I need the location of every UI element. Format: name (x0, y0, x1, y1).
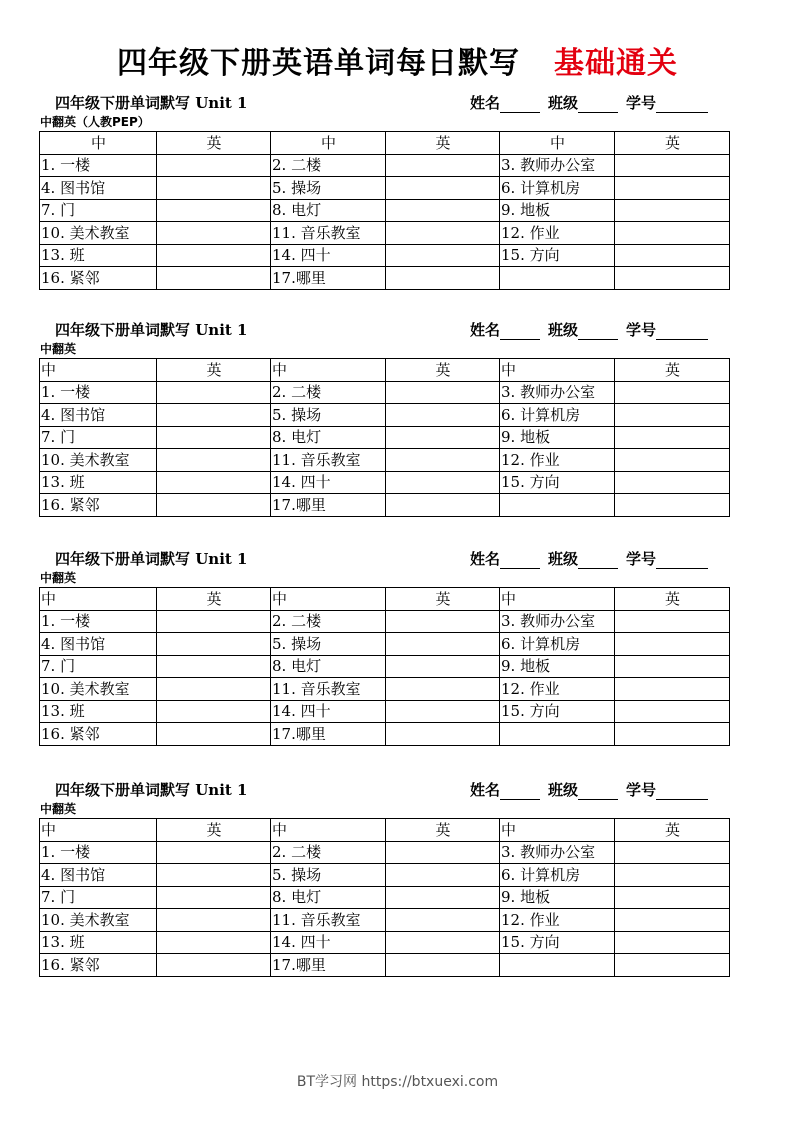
english-answer-cell[interactable] (157, 404, 271, 427)
header-en: 英 (157, 588, 271, 611)
chinese-word-cell: 9. 地板 (500, 426, 615, 449)
student-info (470, 779, 708, 800)
header-zh: 中 (271, 132, 386, 155)
english-answer-cell[interactable] (386, 678, 500, 701)
chinese-word-cell: 10. 美术教室 (40, 449, 157, 472)
word-table (39, 818, 730, 977)
english-answer-cell[interactable] (386, 700, 500, 723)
english-answer-cell[interactable] (615, 154, 730, 177)
header-zh: 中 (500, 132, 615, 155)
name-label: 姓名 (470, 781, 501, 799)
english-answer-cell[interactable] (386, 244, 500, 267)
page-title-main: 四年级下册英语单词每日默写 (117, 46, 520, 81)
chinese-word-cell: 14. 四十 (271, 471, 386, 494)
table-row (40, 154, 730, 177)
english-answer-cell[interactable] (157, 222, 271, 245)
english-answer-cell[interactable] (386, 655, 500, 678)
chinese-word-cell: 15. 方向 (500, 471, 615, 494)
english-answer-cell[interactable] (157, 864, 271, 887)
chinese-word-cell: 7. 门 (40, 886, 157, 909)
chinese-word-cell: 8. 电灯 (271, 886, 386, 909)
number-blank[interactable] (656, 552, 708, 569)
chinese-word-cell (500, 494, 615, 517)
chinese-word-cell: 8. 电灯 (271, 199, 386, 222)
english-answer-cell[interactable] (386, 931, 500, 954)
chinese-word-cell: 8. 电灯 (271, 426, 386, 449)
chinese-word-cell: 3. 教师办公室 (500, 610, 615, 633)
english-answer-cell[interactable] (157, 886, 271, 909)
header-zh: 中 (40, 132, 157, 155)
english-answer-cell[interactable] (615, 655, 730, 678)
english-answer-cell[interactable] (615, 199, 730, 222)
table-row (40, 177, 730, 200)
english-answer-cell[interactable] (386, 864, 500, 887)
header-en: 英 (157, 132, 271, 155)
english-answer-cell[interactable] (157, 426, 271, 449)
header-zh: 中 (40, 588, 157, 611)
english-answer-cell[interactable] (615, 909, 730, 932)
number-label: 学号 (626, 550, 657, 568)
table-row (40, 381, 730, 404)
dictation-block (39, 92, 729, 290)
english-answer-cell[interactable] (157, 267, 271, 290)
english-answer-cell[interactable] (386, 610, 500, 633)
chinese-word-cell: 7. 门 (40, 199, 157, 222)
english-answer-cell[interactable] (386, 426, 500, 449)
chinese-word-cell: 9. 地板 (500, 199, 615, 222)
table-row (40, 494, 730, 517)
name-blank[interactable] (500, 323, 540, 340)
header-zh: 中 (500, 359, 615, 382)
chinese-word-cell: 13. 班 (40, 471, 157, 494)
header-en: 英 (615, 132, 730, 155)
english-answer-cell[interactable] (386, 841, 500, 864)
chinese-word-cell: 4. 图书馆 (40, 404, 157, 427)
english-answer-cell[interactable] (386, 633, 500, 656)
table-row (40, 449, 730, 472)
chinese-word-cell: 15. 方向 (500, 244, 615, 267)
chinese-word-cell: 7. 门 (40, 655, 157, 678)
chinese-word-cell: 1. 一楼 (40, 381, 157, 404)
english-answer-cell[interactable] (615, 954, 730, 977)
english-answer-cell[interactable] (615, 633, 730, 656)
dictation-block (39, 548, 729, 746)
table-row (40, 222, 730, 245)
english-answer-cell[interactable] (386, 954, 500, 977)
block-title: 四年级下册单词默写 Unit 1 (55, 550, 248, 568)
table-row (40, 610, 730, 633)
name-blank[interactable] (500, 783, 540, 800)
footer-watermark: BT学习网 https://btxuexi.com (296, 1074, 499, 1090)
name-label: 姓名 (470, 550, 501, 568)
table-row (40, 841, 730, 864)
header-en: 英 (615, 359, 730, 382)
english-answer-cell[interactable] (615, 494, 730, 517)
table-row (40, 886, 730, 909)
chinese-word-cell: 11. 音乐教室 (271, 909, 386, 932)
block-subtitle: 中翻英 (40, 342, 77, 356)
chinese-word-cell: 14. 四十 (271, 700, 386, 723)
english-answer-cell[interactable] (615, 267, 730, 290)
header-en: 英 (157, 819, 271, 842)
header-en: 英 (157, 359, 271, 382)
english-answer-cell[interactable] (157, 381, 271, 404)
chinese-word-cell: 13. 班 (40, 244, 157, 267)
block-subtitle: 中翻英（人教PEP） (40, 115, 150, 129)
header-zh: 中 (40, 359, 157, 382)
table-row (40, 199, 730, 222)
chinese-word-cell: 5. 操场 (271, 404, 386, 427)
table-row (40, 864, 730, 887)
header-en: 英 (615, 819, 730, 842)
chinese-word-cell: 8. 电灯 (271, 655, 386, 678)
table-header-row (40, 359, 730, 382)
chinese-word-cell: 5. 操场 (271, 633, 386, 656)
header-en: 英 (386, 588, 500, 611)
english-answer-cell[interactable] (386, 909, 500, 932)
chinese-word-cell: 6. 计算机房 (500, 633, 615, 656)
chinese-word-cell: 17.哪里 (271, 723, 386, 746)
class-blank[interactable] (578, 323, 618, 340)
block-header (39, 548, 729, 570)
english-answer-cell[interactable] (386, 886, 500, 909)
chinese-word-cell: 3. 教师办公室 (500, 154, 615, 177)
table-header-row (40, 588, 730, 611)
number-label: 学号 (626, 321, 657, 339)
english-answer-cell[interactable] (615, 471, 730, 494)
table-row (40, 404, 730, 427)
english-answer-cell[interactable] (157, 700, 271, 723)
block-header (39, 92, 729, 114)
english-answer-cell[interactable] (615, 886, 730, 909)
chinese-word-cell: 3. 教师办公室 (500, 841, 615, 864)
number-blank[interactable] (656, 96, 708, 113)
chinese-word-cell: 10. 美术教室 (40, 222, 157, 245)
class-label: 班级 (548, 94, 579, 112)
english-answer-cell[interactable] (157, 610, 271, 633)
number-blank[interactable] (656, 323, 708, 340)
table-header-row (40, 819, 730, 842)
english-answer-cell[interactable] (615, 700, 730, 723)
page-title-accent: 基础通关 (554, 46, 678, 81)
chinese-word-cell: 10. 美术教室 (40, 909, 157, 932)
english-answer-cell[interactable] (157, 471, 271, 494)
english-answer-cell[interactable] (157, 931, 271, 954)
chinese-word-cell: 9. 地板 (500, 886, 615, 909)
english-answer-cell[interactable] (386, 404, 500, 427)
block-header (39, 779, 729, 801)
header-zh: 中 (500, 588, 615, 611)
header-zh: 中 (40, 819, 157, 842)
name-label: 姓名 (470, 94, 501, 112)
english-answer-cell[interactable] (157, 199, 271, 222)
chinese-word-cell: 16. 紧邻 (40, 267, 157, 290)
chinese-word-cell: 13. 班 (40, 700, 157, 723)
table-row (40, 267, 730, 290)
class-label: 班级 (548, 550, 579, 568)
chinese-word-cell: 10. 美术教室 (40, 678, 157, 701)
header-en: 英 (615, 588, 730, 611)
chinese-word-cell: 4. 图书馆 (40, 864, 157, 887)
number-label: 学号 (626, 781, 657, 799)
chinese-word-cell: 6. 计算机房 (500, 864, 615, 887)
english-answer-cell[interactable] (157, 633, 271, 656)
chinese-word-cell: 3. 教师办公室 (500, 381, 615, 404)
header-zh: 中 (271, 359, 386, 382)
header-en: 英 (386, 132, 500, 155)
chinese-word-cell: 2. 二楼 (271, 154, 386, 177)
class-blank[interactable] (578, 96, 618, 113)
table-row (40, 723, 730, 746)
chinese-word-cell: 2. 二楼 (271, 381, 386, 404)
english-answer-cell[interactable] (386, 471, 500, 494)
english-answer-cell[interactable] (157, 494, 271, 517)
block-header (39, 319, 729, 341)
table-row (40, 426, 730, 449)
chinese-word-cell: 12. 作业 (500, 222, 615, 245)
english-answer-cell[interactable] (157, 723, 271, 746)
english-answer-cell[interactable] (157, 154, 271, 177)
chinese-word-cell: 1. 一楼 (40, 610, 157, 633)
chinese-word-cell: 4. 图书馆 (40, 177, 157, 200)
english-answer-cell[interactable] (615, 222, 730, 245)
english-answer-cell[interactable] (615, 244, 730, 267)
word-table (39, 131, 730, 290)
chinese-word-cell: 2. 二楼 (271, 841, 386, 864)
class-blank[interactable] (578, 783, 618, 800)
name-blank[interactable] (500, 96, 540, 113)
english-answer-cell[interactable] (386, 177, 500, 200)
table-row (40, 700, 730, 723)
english-answer-cell[interactable] (386, 222, 500, 245)
dictation-block (39, 779, 729, 977)
chinese-word-cell: 14. 四十 (271, 244, 386, 267)
english-answer-cell[interactable] (157, 678, 271, 701)
name-label: 姓名 (470, 321, 501, 339)
english-answer-cell[interactable] (157, 841, 271, 864)
word-table (39, 587, 730, 746)
chinese-word-cell: 17.哪里 (271, 494, 386, 517)
table-row (40, 909, 730, 932)
chinese-word-cell: 15. 方向 (500, 700, 615, 723)
block-subtitle: 中翻英 (40, 802, 77, 816)
english-answer-cell[interactable] (386, 381, 500, 404)
chinese-word-cell: 9. 地板 (500, 655, 615, 678)
english-answer-cell[interactable] (386, 267, 500, 290)
english-answer-cell[interactable] (615, 723, 730, 746)
english-answer-cell[interactable] (615, 931, 730, 954)
number-blank[interactable] (656, 783, 708, 800)
table-row (40, 471, 730, 494)
chinese-word-cell: 5. 操场 (271, 177, 386, 200)
english-answer-cell[interactable] (157, 655, 271, 678)
english-answer-cell[interactable] (615, 864, 730, 887)
english-answer-cell[interactable] (615, 610, 730, 633)
block-title: 四年级下册单词默写 Unit 1 (55, 781, 248, 799)
english-answer-cell[interactable] (615, 426, 730, 449)
header-en: 英 (386, 359, 500, 382)
dictation-block (39, 319, 729, 517)
header-zh: 中 (271, 819, 386, 842)
chinese-word-cell (500, 723, 615, 746)
class-label: 班级 (548, 321, 579, 339)
class-blank[interactable] (578, 552, 618, 569)
chinese-word-cell: 11. 音乐教室 (271, 678, 386, 701)
english-answer-cell[interactable] (157, 177, 271, 200)
table-row (40, 244, 730, 267)
block-title: 四年级下册单词默写 Unit 1 (55, 321, 248, 339)
class-label: 班级 (548, 781, 579, 799)
english-answer-cell[interactable] (615, 841, 730, 864)
chinese-word-cell: 16. 紧邻 (40, 494, 157, 517)
chinese-word-cell: 11. 音乐教室 (271, 222, 386, 245)
chinese-word-cell: 17.哪里 (271, 954, 386, 977)
english-answer-cell[interactable] (386, 154, 500, 177)
name-blank[interactable] (500, 552, 540, 569)
english-answer-cell[interactable] (157, 449, 271, 472)
english-answer-cell[interactable] (386, 199, 500, 222)
english-answer-cell[interactable] (615, 381, 730, 404)
header-zh: 中 (500, 819, 615, 842)
student-info (470, 319, 708, 340)
english-answer-cell[interactable] (386, 449, 500, 472)
chinese-word-cell: 11. 音乐教室 (271, 449, 386, 472)
word-table (39, 358, 730, 517)
english-answer-cell[interactable] (386, 723, 500, 746)
chinese-word-cell: 13. 班 (40, 931, 157, 954)
english-answer-cell[interactable] (615, 678, 730, 701)
english-answer-cell[interactable] (615, 449, 730, 472)
table-row (40, 633, 730, 656)
chinese-word-cell: 7. 门 (40, 426, 157, 449)
english-answer-cell[interactable] (157, 954, 271, 977)
chinese-word-cell: 12. 作业 (500, 678, 615, 701)
chinese-word-cell: 16. 紧邻 (40, 723, 157, 746)
chinese-word-cell: 14. 四十 (271, 931, 386, 954)
block-subtitle: 中翻英 (40, 571, 77, 585)
chinese-word-cell: 4. 图书馆 (40, 633, 157, 656)
table-row (40, 954, 730, 977)
table-row (40, 931, 730, 954)
chinese-word-cell: 1. 一楼 (40, 841, 157, 864)
block-title: 四年级下册单词默写 Unit 1 (55, 94, 248, 112)
chinese-word-cell: 12. 作业 (500, 449, 615, 472)
table-header-row (40, 132, 730, 155)
chinese-word-cell: 5. 操场 (271, 864, 386, 887)
chinese-word-cell: 6. 计算机房 (500, 404, 615, 427)
header-zh: 中 (271, 588, 386, 611)
english-answer-cell[interactable] (157, 244, 271, 267)
number-label: 学号 (626, 94, 657, 112)
page-title (0, 38, 795, 82)
table-row (40, 655, 730, 678)
chinese-word-cell: 17.哪里 (271, 267, 386, 290)
table-row (40, 678, 730, 701)
chinese-word-cell: 2. 二楼 (271, 610, 386, 633)
chinese-word-cell: 16. 紧邻 (40, 954, 157, 977)
english-answer-cell[interactable] (386, 494, 500, 517)
chinese-word-cell (500, 954, 615, 977)
student-info (470, 92, 708, 113)
chinese-word-cell (500, 267, 615, 290)
chinese-word-cell: 15. 方向 (500, 931, 615, 954)
english-answer-cell[interactable] (615, 177, 730, 200)
chinese-word-cell: 6. 计算机房 (500, 177, 615, 200)
english-answer-cell[interactable] (157, 909, 271, 932)
chinese-word-cell: 12. 作业 (500, 909, 615, 932)
chinese-word-cell: 1. 一楼 (40, 154, 157, 177)
header-en: 英 (386, 819, 500, 842)
english-answer-cell[interactable] (615, 404, 730, 427)
student-info (470, 548, 708, 569)
